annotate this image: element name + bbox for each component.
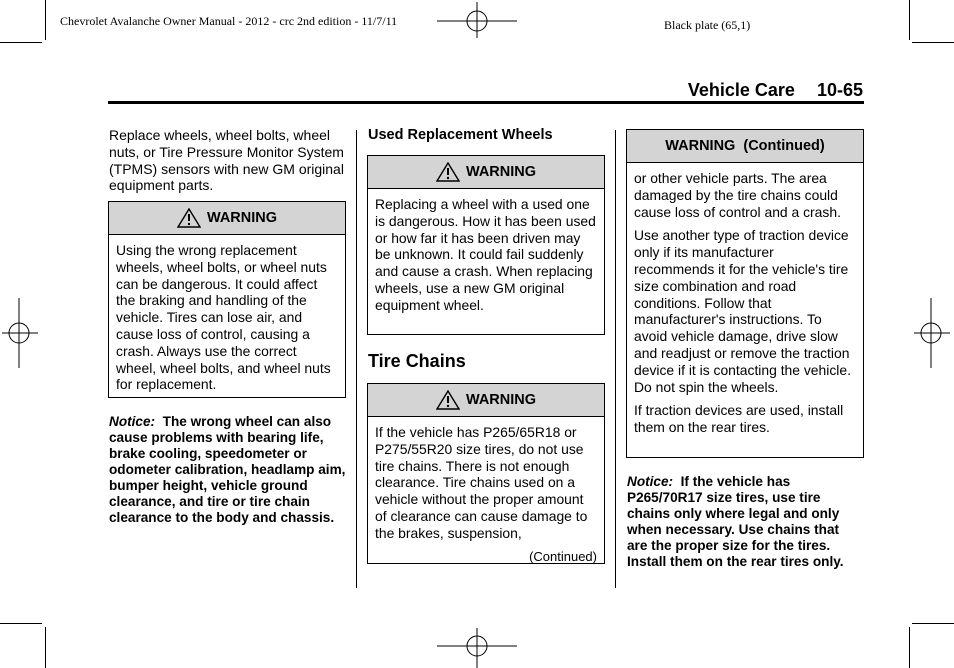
tire-chains-title: Tire Chains xyxy=(368,351,466,371)
warning-header xyxy=(368,156,604,189)
warning-body xyxy=(368,189,604,320)
notice-text: If the vehicle has P265/70R17 size tires, use tire chains only where legal and only when necessary. Use chains that are the proper size for the tires. Install them on the rear tires only. xyxy=(627,474,844,569)
warning-label: WARNING xyxy=(206,210,278,226)
warning-box-wrong-wheels xyxy=(108,201,346,398)
page-number: 10-65 xyxy=(816,80,863,100)
warning-header xyxy=(627,130,863,163)
warning-label: WARNING (Continued) xyxy=(665,138,825,154)
warning-paragraph-2: Use another type of traction device only if its manufacturer recommends it for the vehicle's tire size combination and road conditions. Follow that manufacturer's instructions. To avoid vehicle damage, drive slow and readjust or remove the traction device if it is contacting the vehicle. Do not spin the wheels. xyxy=(634,227,851,395)
running-head-section: Vehicle Care xyxy=(687,80,795,100)
notice-lead: Notice: xyxy=(109,414,156,429)
warning-text: Using the wrong replacement wheels, wheel bolts, or wheel nuts can be dangerous. It could affect the braking and handling of the vehicle. Tires can lose air, and cause loss of control, causing a crash. Always use the correct wheel, wheel bolts, and wheel nuts for replacement. xyxy=(116,242,331,393)
notice-text: The wrong wheel can also cause problems with bearing life, brake cooling, speedometer or odometer calibration, headlamp aim, bumper height, vehicle ground clearance, and tire or tire chain clearance to the body and chassis. xyxy=(109,414,346,525)
registration-mark-bottom xyxy=(437,628,517,668)
warning-triangle-icon xyxy=(436,390,460,410)
warning-text: If the vehicle has P265/65R18 or P275/55R20 size tires, do not use tire chains. There is not enough clearance. Tire chains used on a vehicle without the proper amount of clearance can cause damage to the brakes, suspension, xyxy=(375,424,588,541)
header-rule xyxy=(108,101,864,104)
warning-body xyxy=(627,163,863,442)
plate-line-left: Chevrolet Avalanche Owner Manual - 2012 - crc 2nd edition - 11/7/11 xyxy=(60,14,398,28)
registration-mark-left xyxy=(0,298,40,368)
intro-paragraph: Replace wheels, wheel bolts, wheel nuts, or Tire Pressure Monitor System (TPMS) sensors with new GM original equipment parts. xyxy=(109,127,344,194)
plate-line-right: Black plate (65,1) xyxy=(664,18,751,32)
warning-body xyxy=(109,235,345,399)
warning-box-continued xyxy=(626,129,864,458)
column-rule-1 xyxy=(356,130,357,588)
warning-header xyxy=(109,202,345,235)
notice-wrong-wheel xyxy=(109,414,349,526)
registration-mark-right xyxy=(914,298,954,368)
column-rule-2 xyxy=(615,130,616,588)
warning-header xyxy=(368,384,604,417)
used-replacement-wheels-heading: Used Replacement Wheels xyxy=(368,127,553,143)
warning-text: Replacing a wheel with a used one is dangerous. How it has been used or how far it has been driven may be unknown. It could fail suddenly and cause a crash. When replacing wheels, use a new GM original equipment wheel. xyxy=(375,196,596,313)
warning-paragraph-3: If traction devices are used, install them on the rear tires. xyxy=(634,402,844,436)
warning-label: WARNING xyxy=(465,392,537,408)
registration-mark-top xyxy=(437,0,517,40)
warning-body xyxy=(368,417,604,571)
running-head xyxy=(688,80,863,101)
warning-triangle-icon xyxy=(436,162,460,182)
notice-lead: Notice: xyxy=(627,474,674,489)
warning-triangle-icon xyxy=(177,208,201,228)
warning-box-used-wheels xyxy=(367,155,605,335)
warning-paragraph-1: or other vehicle parts. The area damaged by the tire chains could cause loss of control and a crash. xyxy=(634,170,841,220)
warning-box-tire-chains xyxy=(367,383,605,564)
continued-label: (Continued) xyxy=(529,548,597,564)
warning-label: WARNING xyxy=(465,164,537,180)
notice-tire-chains xyxy=(627,474,863,570)
